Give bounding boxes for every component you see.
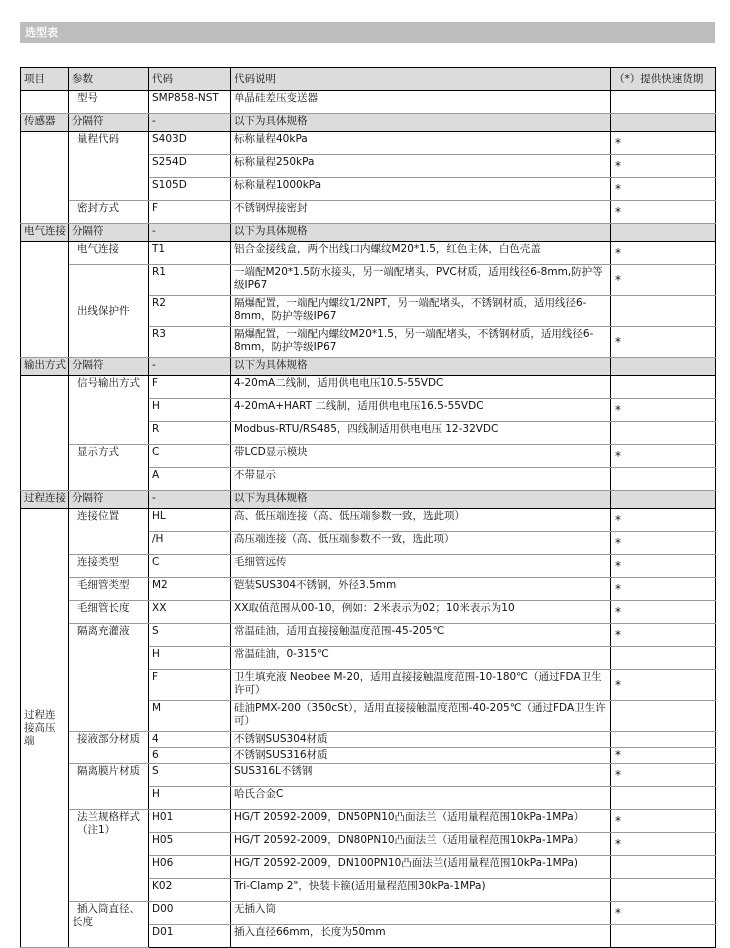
table-row: [21, 764, 716, 787]
star-cell: *: [611, 578, 716, 601]
item-cell-high-pressure: 过程连接高压端: [21, 509, 69, 948]
desc-cell: HG/T 20592-2009，DN80PN10凸面法兰（适用量程范围10kPa-1MPa）: [231, 833, 611, 856]
desc-cell: XX取值范围从00-10，例如：2米表示为02；10米表示为10: [231, 601, 611, 624]
table-row: [21, 810, 716, 833]
star-cell: [611, 701, 716, 732]
desc-cell: 4-20mA+HART 二线制，适用供电电压16.5-55VDC: [231, 399, 611, 422]
code-cell: C: [149, 445, 231, 468]
table-row: [21, 132, 716, 155]
desc-cell: 标称量程40kPa: [231, 132, 611, 155]
param-cell: [69, 902, 149, 948]
star-cell: *: [611, 242, 716, 265]
param-label: 毛细管类型: [77, 579, 130, 591]
param-cell: [69, 242, 149, 265]
code-cell: S403D: [149, 132, 231, 155]
desc-cell: 以下为具体规格: [231, 491, 611, 509]
param-label: 接液部分材质: [77, 733, 140, 745]
desc-cell: 常温硅油，0-315℃: [231, 647, 611, 670]
desc-cell: 带LCD显示模块: [231, 445, 611, 468]
code-cell: R2: [149, 296, 231, 327]
code-cell: S254D: [149, 155, 231, 178]
param-cell: 分隔符: [69, 491, 149, 509]
desc-cell: 以下为具体规格: [231, 114, 611, 132]
section-row-electrical: [21, 224, 716, 242]
table-row: [21, 601, 716, 624]
section-row-process: [21, 491, 716, 509]
table-row: [21, 732, 716, 748]
item-cell: 电气连接: [21, 224, 69, 242]
star-cell: *: [611, 601, 716, 624]
desc-cell: 毛细管远传: [231, 555, 611, 578]
star-cell: *: [611, 670, 716, 701]
param-cell: [69, 624, 149, 732]
table-row: [21, 265, 716, 296]
desc-cell: Modbus-RTU/RS485，四线制适用供电电压 12-32VDC: [231, 422, 611, 445]
code-cell: A: [149, 468, 231, 491]
code-cell: XX: [149, 601, 231, 624]
code-cell: C: [149, 555, 231, 578]
code-cell: F: [149, 670, 231, 701]
star-cell: [611, 925, 716, 948]
param-note: （注1）: [77, 824, 116, 836]
star-cell: [611, 732, 716, 748]
code-cell: HL: [149, 509, 231, 532]
table-header-row: [21, 68, 716, 91]
table-row: [21, 555, 716, 578]
param-cell: [69, 91, 149, 114]
code-cell: D01: [149, 925, 231, 948]
star-cell: *: [611, 902, 716, 925]
star-cell: *: [611, 155, 716, 178]
star-cell: *: [611, 624, 716, 647]
section-banner: 选型表: [20, 22, 715, 43]
star-cell: [611, 376, 716, 399]
code-cell: -: [149, 491, 231, 509]
param-cell: [69, 509, 149, 555]
desc-cell: 隔爆配置，一端配内螺纹M20*1.5，另一端配堵头，不锈钢材质，适用线径6-8mm，防护等级IP67: [231, 327, 611, 358]
param-label: 密封方式: [77, 202, 119, 214]
desc-cell: 标称量程250kPa: [231, 155, 611, 178]
star-cell: *: [611, 399, 716, 422]
star-cell: [611, 296, 716, 327]
star-cell: *: [611, 764, 716, 787]
table-row: [21, 624, 716, 647]
code-cell: K02: [149, 879, 231, 902]
star-cell: *: [611, 178, 716, 201]
desc-cell: 4-20mA二线制，适用供电电压10.5-55VDC: [231, 376, 611, 399]
desc-cell: 以下为具体规格: [231, 358, 611, 376]
desc-cell: 哈氏合金C: [231, 787, 611, 810]
star-cell: [611, 358, 716, 376]
desc-cell: Tri-Clamp 2"，快装卡箍(适用量程范围30kPa-1MPa): [231, 879, 611, 902]
desc-cell: SUS316L不锈钢: [231, 764, 611, 787]
code-cell: R3: [149, 327, 231, 358]
code-cell: H01: [149, 810, 231, 833]
desc-cell: 不锈钢焊接密封: [231, 201, 611, 224]
star-cell: [611, 879, 716, 902]
code-cell: F: [149, 201, 231, 224]
code-cell: F: [149, 376, 231, 399]
star-cell: *: [611, 532, 716, 555]
code-cell: H05: [149, 833, 231, 856]
param-label: 插入筒直径、长度: [72, 903, 140, 928]
param-cell: [69, 265, 149, 358]
desc-cell: 常温硅油，适用直接接触温度范围-45-205℃: [231, 624, 611, 647]
star-cell: *: [611, 201, 716, 224]
star-cell: *: [611, 555, 716, 578]
header-desc: 代码说明: [231, 68, 611, 91]
header-code: 代码: [149, 68, 231, 91]
star-cell: [611, 468, 716, 491]
param-cell: [69, 555, 149, 578]
param-label: 连接位置: [77, 510, 119, 522]
code-cell: S105D: [149, 178, 231, 201]
param-label: 电气连接: [77, 243, 119, 255]
param-cell: [69, 376, 149, 445]
param-cell: [69, 201, 149, 224]
star-cell: [611, 647, 716, 670]
code-cell: -: [149, 358, 231, 376]
param-label: 隔离充灌液: [77, 625, 130, 637]
star-cell: *: [611, 445, 716, 468]
star-cell: *: [611, 810, 716, 833]
header-param: 参数: [69, 68, 149, 91]
desc-cell: 硅油PMX-200（350cSt），适用直接接触温度范围-40-205℃（通过FDA卫生许可）: [231, 701, 611, 732]
param-cell: 分隔符: [69, 114, 149, 132]
star-cell: *: [611, 748, 716, 764]
param-cell: [69, 732, 149, 764]
code-cell: H: [149, 647, 231, 670]
param-label: 型号: [77, 92, 98, 104]
selection-table: [20, 67, 716, 948]
desc-cell: 无插入筒: [231, 902, 611, 925]
desc-cell: 单晶硅差压变送器: [231, 91, 611, 114]
param-cell: [69, 132, 149, 201]
desc-cell: 隔爆配置，一端配内螺纹1/2NPT，另一端配堵头，不锈钢材质，适用线径6-8mm，防护等级IP67: [231, 296, 611, 327]
table-row: [21, 376, 716, 399]
table-row: [21, 445, 716, 468]
code-cell: H06: [149, 856, 231, 879]
param-label: 出线保护件: [77, 304, 130, 317]
param-cell: [69, 578, 149, 601]
desc-cell: 卫生填充液 Neobee M-20，适用直接接触温度范围-10-180℃（通过FDA卫生许可）: [231, 670, 611, 701]
item-cell: 传感器: [21, 114, 69, 132]
param-label: 量程代码: [77, 133, 119, 145]
desc-cell: 以下为具体规格: [231, 224, 611, 242]
desc-cell: 高、低压端连接（高、低压端参数一致，选此项）: [231, 509, 611, 532]
param-cell: [69, 764, 149, 810]
code-cell: SMP858-NST: [149, 91, 231, 114]
star-cell: *: [611, 833, 716, 856]
star-cell: [611, 422, 716, 445]
desc-cell: 标称量程1000kPa: [231, 178, 611, 201]
param-label: 显示方式: [77, 446, 119, 458]
code-cell: /H: [149, 532, 231, 555]
header-item: 项目: [21, 68, 69, 91]
star-cell: *: [611, 327, 716, 358]
desc-cell: 不锈钢SUS304材质: [231, 732, 611, 748]
param-cell: [69, 601, 149, 624]
table-row: [21, 242, 716, 265]
param-label: 隔离膜片材质: [77, 765, 140, 777]
desc-cell: HG/T 20592-2009，DN100PN10凸面法兰(适用量程范围10kPa-1MPa): [231, 856, 611, 879]
table-row: [21, 91, 716, 114]
code-cell: H: [149, 399, 231, 422]
item-cell: 输出方式: [21, 358, 69, 376]
param-cell: [69, 810, 149, 902]
code-cell: -: [149, 224, 231, 242]
desc-cell: HG/T 20592-2009，DN50PN10凸面法兰（适用量程范围10kPa-1MPa）: [231, 810, 611, 833]
code-cell: S: [149, 624, 231, 647]
param-label: 连接类型: [77, 556, 119, 568]
section-row-output: [21, 358, 716, 376]
star-cell: [611, 91, 716, 114]
star-cell: [611, 491, 716, 509]
desc-cell: 高压端连接（高、低压端参数不一致，选此项）: [231, 532, 611, 555]
code-cell: H: [149, 787, 231, 810]
code-cell: R1: [149, 265, 231, 296]
code-cell: 4: [149, 732, 231, 748]
desc-cell: 不带显示: [231, 468, 611, 491]
code-cell: 6: [149, 748, 231, 764]
star-cell: *: [611, 509, 716, 532]
item-cell: [21, 242, 69, 358]
code-cell: T1: [149, 242, 231, 265]
desc-cell: 铠装SUS304不锈钢，外径3.5mm: [231, 578, 611, 601]
star-cell: [611, 856, 716, 879]
desc-cell: 插入直径66mm，长度为50mm: [231, 925, 611, 948]
param-cell: 分隔符: [69, 358, 149, 376]
code-cell: -: [149, 114, 231, 132]
header-quick-delivery: （*）提供快速货期: [611, 68, 716, 91]
param-label: 信号输出方式: [77, 377, 140, 389]
section-row-sensor: [21, 114, 716, 132]
star-cell: *: [611, 132, 716, 155]
param-cell: [69, 445, 149, 491]
star-cell: [611, 787, 716, 810]
code-cell: R: [149, 422, 231, 445]
star-cell: *: [611, 265, 716, 296]
code-cell: M: [149, 701, 231, 732]
param-label: 毛细管长度: [77, 602, 130, 614]
item-cell: [21, 91, 69, 114]
item-cell: 过程连接: [21, 491, 69, 509]
table-row: [21, 201, 716, 224]
param-label: 法兰规格样式: [77, 811, 140, 823]
table-row: [21, 509, 716, 532]
star-cell: [611, 224, 716, 242]
star-cell: [611, 114, 716, 132]
item-cell: [21, 132, 69, 224]
param-cell: 分隔符: [69, 224, 149, 242]
code-cell: D00: [149, 902, 231, 925]
desc-cell: 一端配M20*1.5防水接头，另一端配堵头，PVC材质，适用线径6-8mm,防护等级IP67: [231, 265, 611, 296]
table-row: [21, 902, 716, 925]
table-row: [21, 578, 716, 601]
code-cell: S: [149, 764, 231, 787]
code-cell: M2: [149, 578, 231, 601]
item-cell: [21, 376, 69, 491]
desc-cell: 铝合金接线盒，两个出线口内螺纹M20*1.5，红色主体，白色壳盖: [231, 242, 611, 265]
desc-cell: 不锈钢SUS316材质: [231, 748, 611, 764]
